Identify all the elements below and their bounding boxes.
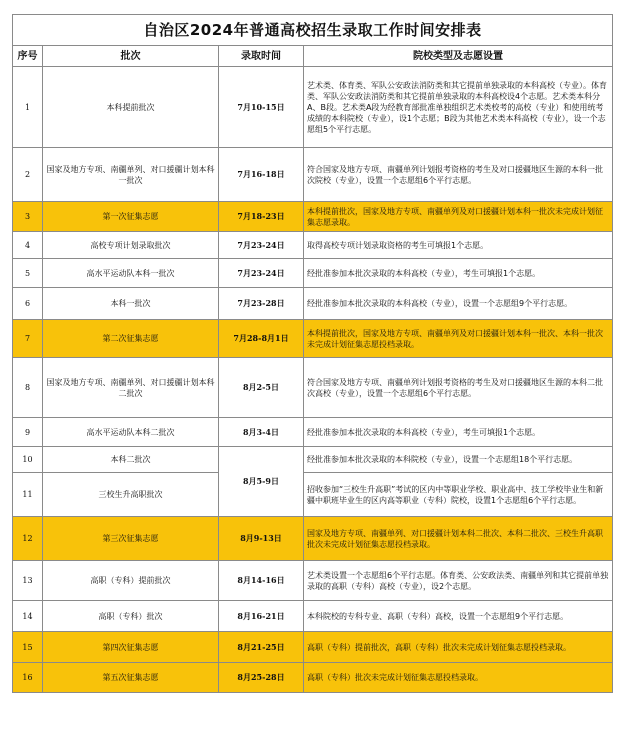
row-batch: 高职（专科）批次 — [43, 601, 219, 632]
row-time: 8月3-4日 — [219, 418, 304, 447]
row-desc: 高职（专科）提前批次，高职（专科）批次未完成计划征集志愿投档录取。 — [304, 632, 613, 663]
row-time: 8月25-28日 — [219, 663, 304, 693]
row-batch: 国家及地方专项、南疆单列、对口援疆计划本科一批次 — [43, 148, 219, 202]
row-desc: 本科院校的专科专业、高职（专科）高校，设置一个志愿组9个平行志愿。 — [304, 601, 613, 632]
row-seq: 8 — [13, 358, 43, 418]
row-desc: 经批准参加本批次录取的本科院校（专业），设置一个志愿组18个平行志愿。 — [304, 447, 613, 473]
table-row — [13, 663, 613, 693]
row-seq: 9 — [13, 418, 43, 447]
row-seq: 10 — [13, 447, 43, 473]
table-row — [13, 358, 613, 418]
row-time: 7月10-15日 — [219, 67, 304, 148]
row-seq: 1 — [13, 67, 43, 148]
row-time: 7月16-18日 — [219, 148, 304, 202]
table-row — [13, 473, 613, 517]
row-time: 8月16-21日 — [219, 601, 304, 632]
table-row — [13, 259, 613, 288]
row-batch: 三校生升高职批次 — [43, 473, 219, 517]
row-seq: 4 — [13, 232, 43, 259]
row-batch: 高水平运动队本科一批次 — [43, 259, 219, 288]
table-row — [13, 632, 613, 663]
table-row — [13, 67, 613, 148]
table-row — [13, 447, 613, 473]
row-time: 7月18-23日 — [219, 202, 304, 232]
schedule-sheet — [12, 14, 613, 726]
row-batch: 国家及地方专项、南疆单列、对口援疆计划本科二批次 — [43, 358, 219, 418]
row-time: 8月14-16日 — [219, 561, 304, 601]
schedule-table — [12, 14, 613, 693]
row-seq: 6 — [13, 288, 43, 320]
row-seq: 5 — [13, 259, 43, 288]
row-seq: 15 — [13, 632, 43, 663]
row-time: 8月21-25日 — [219, 632, 304, 663]
row-batch: 高校专项计划录取批次 — [43, 232, 219, 259]
row-batch: 本科一批次 — [43, 288, 219, 320]
row-batch: 高水平运动队本科二批次 — [43, 418, 219, 447]
row-desc: 高职（专科）批次未完成计划征集志愿投档录取。 — [304, 663, 613, 693]
table-row — [13, 418, 613, 447]
row-desc: 经批准参加本批次录取的本科高校（专业），设置一个志愿组9个平行志愿。 — [304, 288, 613, 320]
table-title: 自治区2024年普通高校招生录取工作时间安排表 — [13, 15, 613, 46]
row-desc: 国家及地方专项、南疆单列、对口援疆计划本科二批次、本科二批次、三校生升高职批次未完成计划征集志愿投档录取。 — [304, 517, 613, 561]
row-batch: 第五次征集志愿 — [43, 663, 219, 693]
table-row — [13, 288, 613, 320]
header-time: 录取时间 — [219, 46, 304, 67]
row-batch: 第一次征集志愿 — [43, 202, 219, 232]
row-seq: 2 — [13, 148, 43, 202]
row-desc: 符合国家及地方专项、南疆单列计划报考资格的考生及对口援疆地区生源的本科二批次高校（专业），设置一个志愿组6个平行志愿。 — [304, 358, 613, 418]
row-batch: 高职（专科）提前批次 — [43, 561, 219, 601]
row-time: 7月23-24日 — [219, 232, 304, 259]
row-desc: 经批准参加本批次录取的本科高校（专业），考生可填报1个志愿。 — [304, 418, 613, 447]
table-row — [13, 517, 613, 561]
row-seq: 16 — [13, 663, 43, 693]
header-seq: 序号 — [13, 46, 43, 67]
row-batch: 本科提前批次 — [43, 67, 219, 148]
header-batch: 批次 — [43, 46, 219, 67]
row-time: 7月23-24日 — [219, 259, 304, 288]
row-desc: 艺术类、体育类、军队公安政法消防类和其它提前单独录取的本科高校（专业）。体育类、军队公安政法消防类和其它提前单独录取的本科高校设4个志愿。艺术类本科分A、B段。艺术类A段为经教育部批准单独组织艺术类校考的高校（专业）和使用统考成绩的本科院校（专业），设1个志愿；B段为其他艺术类本科高校（专业），设一个志愿组5个平行志愿。 — [304, 67, 613, 148]
row-time: 7月23-28日 — [219, 288, 304, 320]
row-batch: 本科二批次 — [43, 447, 219, 473]
row-seq: 12 — [13, 517, 43, 561]
row-seq: 7 — [13, 320, 43, 358]
table-row — [13, 202, 613, 232]
row-desc: 取得高校专项计划录取资格的考生可填报1个志愿。 — [304, 232, 613, 259]
row-desc: 艺术类设置一个志愿组6个平行志愿。体育类、公安政法类、南疆单列和其它提前单独录取的高职（专科）高校（专业），设2个志愿。 — [304, 561, 613, 601]
row-time: 7月28-8月1日 — [219, 320, 304, 358]
row-seq: 14 — [13, 601, 43, 632]
row-batch: 第二次征集志愿 — [43, 320, 219, 358]
row-desc: 符合国家及地方专项、南疆单列计划报考资格的考生及对口援疆地区生源的本科一批次院校（专业），设置一个志愿组6个平行志愿。 — [304, 148, 613, 202]
row-batch: 第四次征集志愿 — [43, 632, 219, 663]
table-row — [13, 320, 613, 358]
row-seq: 11 — [13, 473, 43, 517]
row-batch: 第三次征集志愿 — [43, 517, 219, 561]
table-row — [13, 601, 613, 632]
table-row — [13, 232, 613, 259]
row-desc: 本科提前批次，国家及地方专项、南疆单列及对口援疆计划本科一批次未完成计划征集志愿录取。 — [304, 202, 613, 232]
row-seq: 13 — [13, 561, 43, 601]
row-time: 8月2-5日 — [219, 358, 304, 418]
table-row — [13, 148, 613, 202]
header-desc: 院校类型及志愿设置 — [304, 46, 613, 67]
row-time: 8月5-9日 — [219, 447, 304, 517]
row-time: 8月9-13日 — [219, 517, 304, 561]
row-desc: 招收参加“三校生升高职”考试的区内中等职业学校、职业高中、技工学校毕业生和新疆中职班毕业生的区内高等职业（专科）院校，设置1个志愿组6个平行志愿。 — [304, 473, 613, 517]
row-desc: 本科提前批次，国家及地方专项、南疆单列及对口援疆计划本科一批次、本科一批次未完成计划征集志愿投档录取。 — [304, 320, 613, 358]
row-seq: 3 — [13, 202, 43, 232]
table-row — [13, 561, 613, 601]
row-desc: 经批准参加本批次录取的本科高校（专业），考生可填报1个志愿。 — [304, 259, 613, 288]
